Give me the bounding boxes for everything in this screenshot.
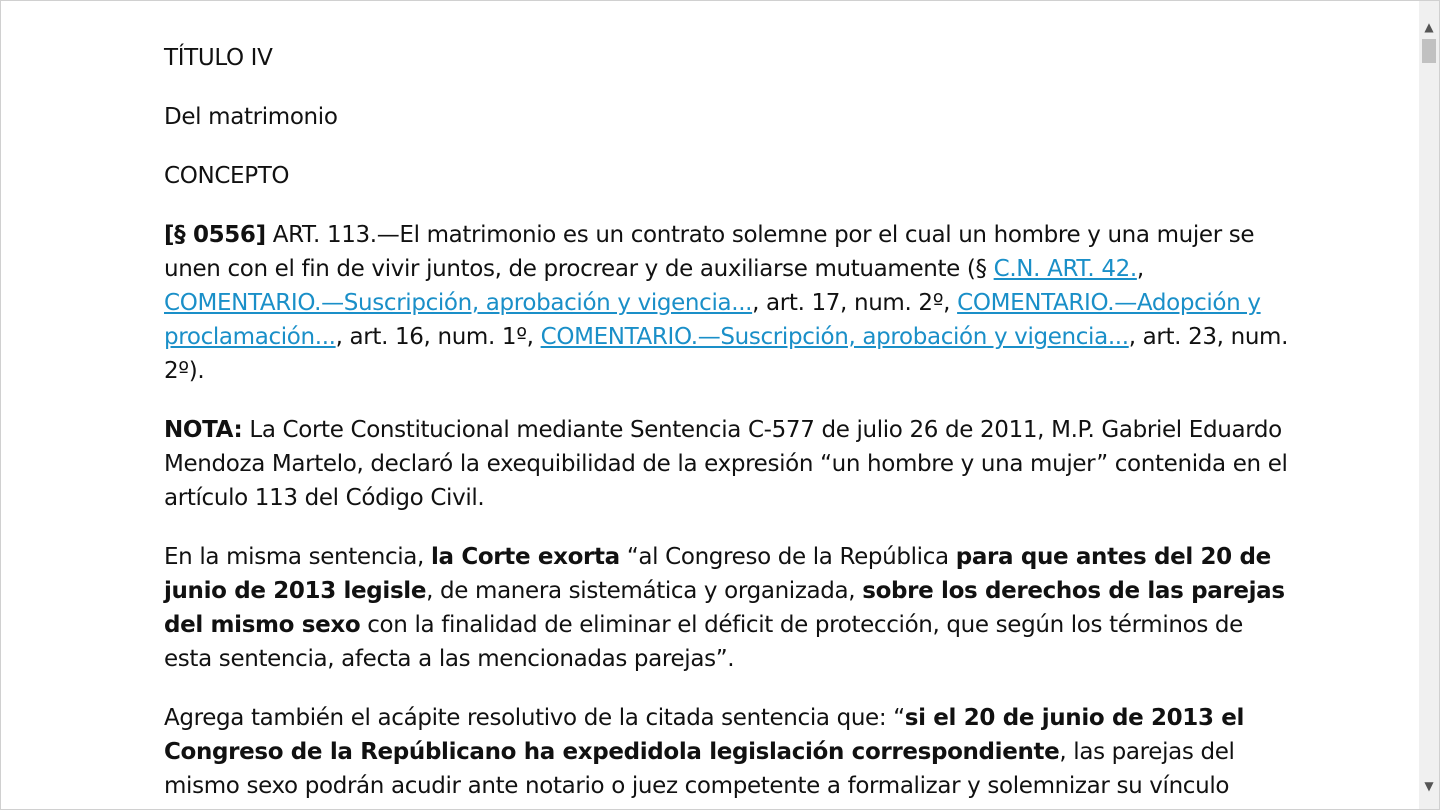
article-ref: [§ 0556] bbox=[164, 222, 266, 248]
article-sep-1: , bbox=[1136, 256, 1144, 282]
document-content bbox=[164, 41, 1294, 810]
exhortation-paragraph bbox=[164, 540, 1294, 676]
p3-bold-1: la Corte exorta bbox=[430, 544, 620, 570]
nota-label: NOTA: bbox=[164, 417, 243, 443]
article-text-2: , art. 17, num. 2º, bbox=[752, 290, 958, 316]
p3-text-3: , de manera sistemática y organizada, bbox=[426, 578, 863, 604]
p3-text-1: En la misma sentencia, bbox=[164, 544, 431, 570]
vertical-scrollbar[interactable] bbox=[1419, 1, 1439, 810]
link-cn-art-42[interactable]: C.N. ART. 42. bbox=[993, 256, 1137, 282]
p3-bold-3: sobre los derechos de las parejas del mismo sexo bbox=[164, 578, 1285, 638]
section-heading: CONCEPTO bbox=[164, 163, 290, 189]
scrollbar-thumb[interactable] bbox=[1422, 39, 1436, 63]
p4-bold-1: si el 20 de junio de 2013 el Congreso de la Repúblicano ha expedidola legislación correspondiente bbox=[164, 705, 1245, 765]
scroll-down-icon[interactable]: ▼ bbox=[1424, 779, 1434, 793]
subtitle: Del matrimonio bbox=[164, 104, 338, 130]
scroll-up-icon[interactable]: ▲ bbox=[1424, 20, 1434, 34]
p4-text-1: Agrega también el acápite resolutivo de la citada sentencia que: “ bbox=[164, 705, 905, 731]
p3-text-4: con la finalidad de eliminar el déficit de protección, que según los términos de esta sentencia, afecta a las mencionadas parejas”. bbox=[164, 612, 1243, 672]
article-113-paragraph bbox=[164, 218, 1294, 388]
nota-text: La Corte Constitucional mediante Sentencia C-577 de julio 26 de 2011, M.P. Gabriel Eduardo Mendoza Martelo, declaró la exequibilidad de la expresión “un hombre y una mujer” contenida en el artículo 113 del Código Civil. bbox=[164, 417, 1288, 511]
article-text-4: , art. 23, num. 2º). bbox=[164, 324, 1289, 384]
article-text-3: , art. 16, num. 1º, bbox=[335, 324, 541, 350]
link-comentario-suscripcion-2[interactable]: COMENTARIO.—Suscripción, aprobación y vigencia... bbox=[540, 324, 1129, 350]
resolution-paragraph bbox=[164, 701, 1294, 803]
link-comentario-suscripcion-1[interactable]: COMENTARIO.—Suscripción, aprobación y vigencia... bbox=[164, 290, 753, 316]
p3-bold-2: para que antes del 20 de junio de 2013 legisle bbox=[164, 544, 1271, 604]
title: TÍTULO IV bbox=[164, 45, 273, 71]
p3-text-2: “al Congreso de la República bbox=[619, 544, 956, 570]
link-comentario-adopcion[interactable]: COMENTARIO.—Adopción y proclamación... bbox=[164, 290, 1261, 350]
nota-paragraph bbox=[164, 413, 1294, 515]
p4-text-2: , las parejas del mismo sexo podrán acudir ante notario o juez competente a formalizar y solemnizar su vínculo bbox=[164, 739, 1235, 799]
article-text-1: ART. 113.—El matrimonio es un contrato solemne por el cual un hombre y una mujer se unen con el fin de vivir juntos, de procrear y de auxiliarse mutuamente (§ bbox=[164, 222, 1255, 282]
